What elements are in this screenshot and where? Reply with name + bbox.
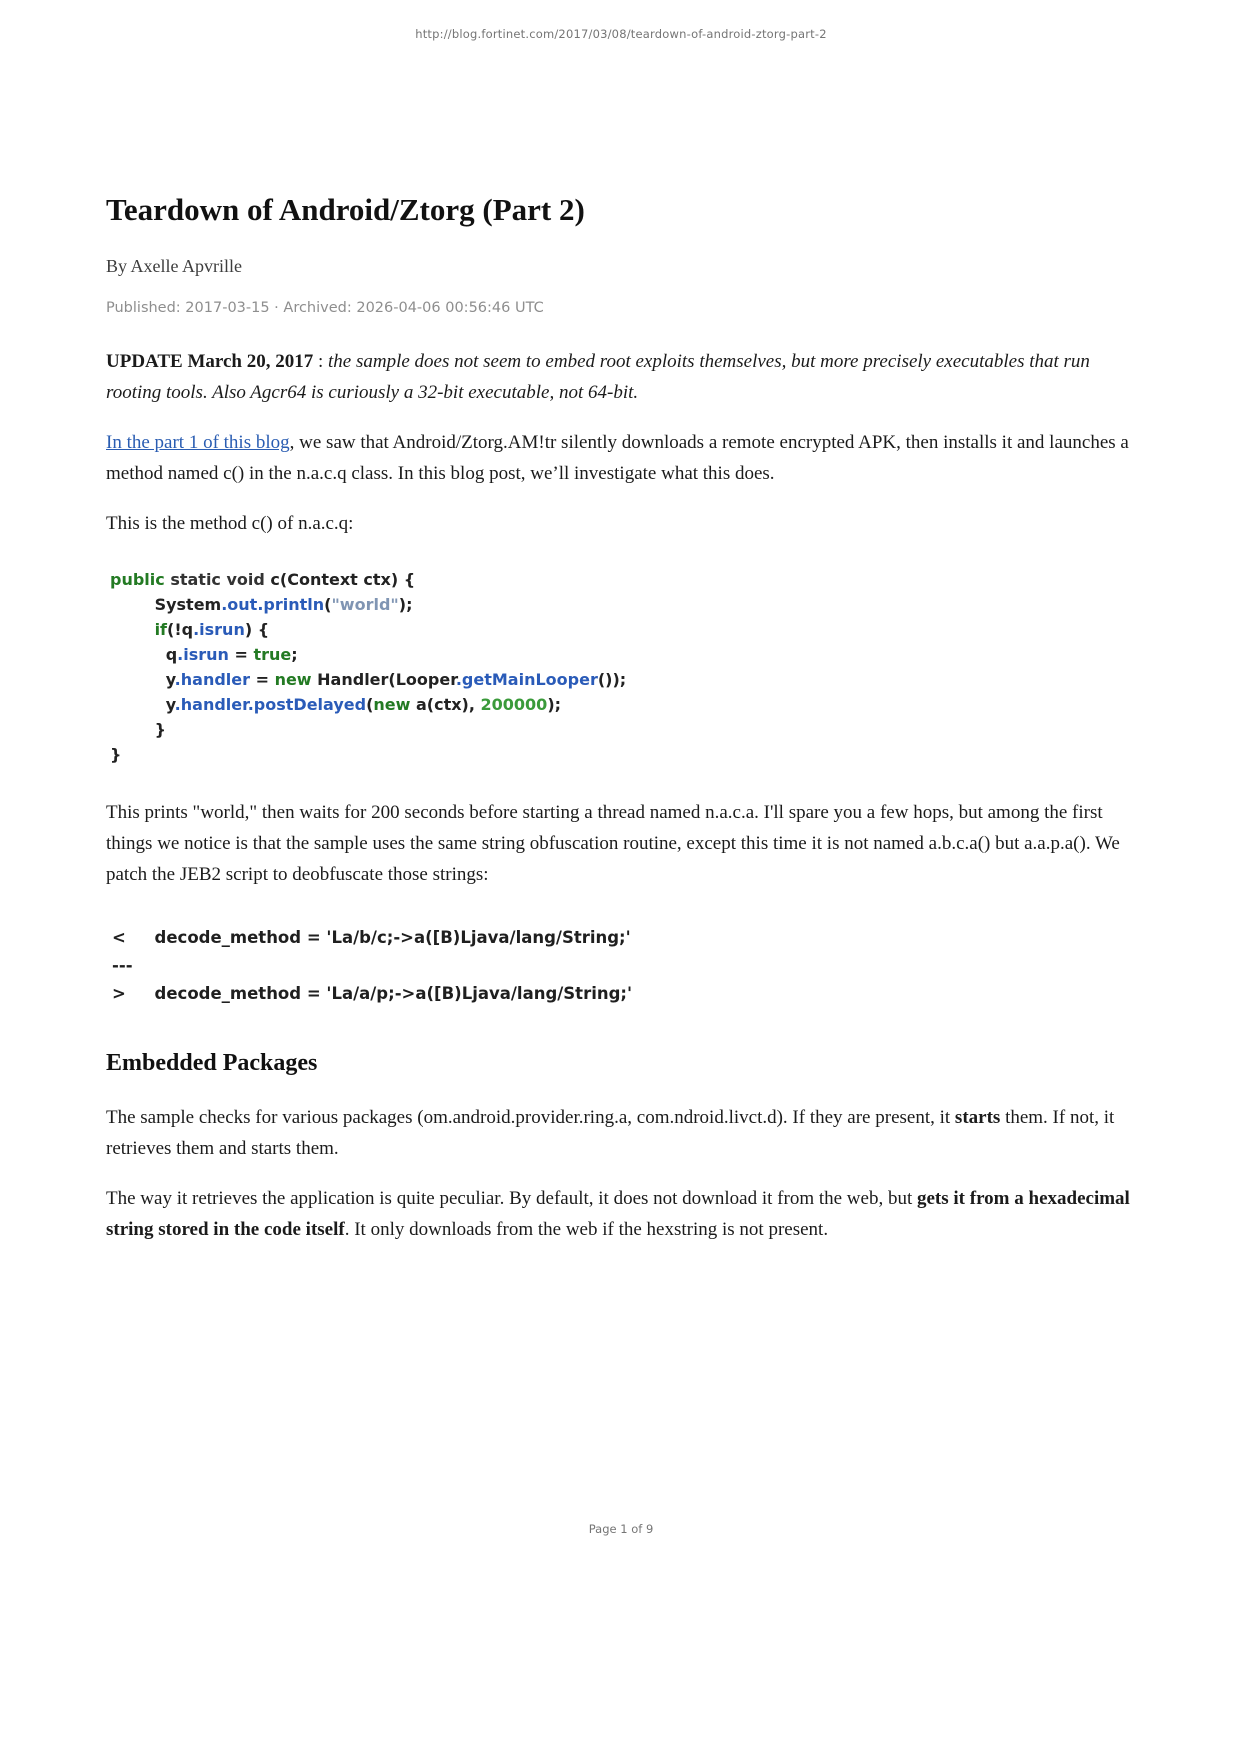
meta-line: Published: 2017-03-15 · Archived: 2026-04-06 00:56:46 UTC: [106, 300, 544, 316]
code-token: static void: [170, 570, 271, 589]
code-token: .isrun: [177, 645, 229, 664]
section-heading-embedded-packages: Embedded Packages: [106, 1050, 318, 1076]
text-run: The sample checks for various packages (om.android.provider.ring.a, com.ndroid.livct.d). If they are present, it: [106, 1107, 955, 1128]
code-token: );: [398, 595, 413, 614]
text-run: This prints "world," then waits for 200 seconds before starting a thread named n.a.c.a. I'll spare you a few hops, but among the first things we notice is that the sample uses the same string obfuscation routine, except this time it is not named a.b.c.a() but a.a.p.a(). We patch the JEB2 script to deobfuscate those strings:: [106, 802, 1120, 885]
paragraph-method-intro: [106, 508, 1138, 539]
code-token: "world": [331, 595, 399, 614]
code-line: [110, 692, 1138, 717]
code-token: (!q: [167, 620, 194, 639]
text-run: The way it retrieves the application is quite peculiar. By default, it does not download it from the web, but: [106, 1188, 917, 1209]
code-token: );: [547, 695, 562, 714]
code-token: if: [154, 620, 168, 639]
code-token: .handler: [174, 670, 251, 689]
code-token: .isrun: [193, 620, 245, 639]
code-line: [110, 742, 1138, 767]
code-token: new: [373, 695, 411, 714]
diff-line: > decode_method = 'La/a/p;->a([B)Ljava/lang/String;': [112, 984, 633, 1003]
text-run: UPDATE March 20, 2017: [106, 351, 314, 372]
code-token: true: [253, 645, 292, 664]
diff-line: < decode_method = 'La/b/c;->a([B)Ljava/lang/String;': [112, 928, 631, 947]
code-token: y: [110, 670, 175, 689]
code-token: .handler.postDelayed: [174, 695, 367, 714]
code-line: [110, 592, 1138, 617]
diff-line: ---: [112, 956, 133, 975]
code-token: new: [274, 670, 312, 689]
text-run: , we saw that Android/Ztorg.AM!tr silently downloads a remote encrypted APK, then installs it and launches a method named c() in the n.a.c.q class. In this blog post, we’ll investigate what this does.: [106, 432, 1129, 484]
code-line: [110, 642, 1138, 667]
paragraph-intro: [106, 427, 1138, 489]
code-token: (: [366, 695, 374, 714]
code-token: (: [324, 595, 332, 614]
byline: By Axelle Apvrille: [106, 256, 242, 276]
code-token: }: [110, 720, 166, 739]
code-token: ());: [597, 670, 627, 689]
code-token: ) {: [244, 620, 270, 639]
code-token: 200000: [480, 695, 548, 714]
code-token: y: [110, 695, 175, 714]
code-line: [110, 667, 1138, 692]
code-token: =: [228, 645, 254, 664]
code-token: Handler(Looper: [311, 670, 456, 689]
code-line: [110, 567, 1138, 592]
code-block-diff: [112, 924, 1138, 1008]
page-footer: Page 1 of 9: [588, 1522, 654, 1536]
paragraph-update: [106, 346, 1138, 408]
text-run: them. If not, it retrieves them and starts them.: [106, 1107, 1115, 1159]
paragraph-prints-world: [106, 797, 1138, 890]
page-title: Teardown of Android/Ztorg (Part 2): [106, 192, 585, 227]
header-url: http://blog.fortinet.com/2017/03/08/teardown-of-android-ztorg-part-2: [415, 27, 827, 41]
code-token: ;: [291, 645, 298, 664]
text-run: starts: [954, 1107, 1001, 1128]
code-line: [110, 717, 1138, 742]
code-token: .getMainLooper: [455, 670, 598, 689]
code-token: .out.println: [221, 595, 325, 614]
code-token: [110, 620, 155, 639]
code-token: System: [110, 595, 222, 614]
code-token: c(Context ctx) {: [270, 570, 416, 589]
code-token: q: [110, 645, 178, 664]
code-line: [110, 617, 1138, 642]
code-token: a(ctx),: [410, 695, 481, 714]
text-run: . It only downloads from the web if the hexstring is not present.: [344, 1219, 829, 1240]
code-block-java: [110, 567, 1138, 767]
code-token: public: [110, 570, 171, 589]
code-token: =: [250, 670, 275, 689]
text-run: gets it from a hexadecimal string stored in the code itself: [106, 1188, 1130, 1240]
text-run: the sample does not seem to embed root exploits themselves, but more precisely executables that run rooting tools. Also Agcr64 is curiously a 32-bit executable, not 64-bit.: [106, 351, 1090, 403]
paragraph-retrieve: [106, 1183, 1138, 1245]
text-run: This is the method c() of n.a.c.q:: [106, 513, 354, 534]
paragraph-packages: [106, 1102, 1138, 1164]
inline-link[interactable]: In the part 1 of this blog: [106, 432, 290, 453]
code-token: }: [110, 745, 122, 764]
article-body: [106, 190, 1138, 1264]
text-run: :: [313, 351, 329, 372]
